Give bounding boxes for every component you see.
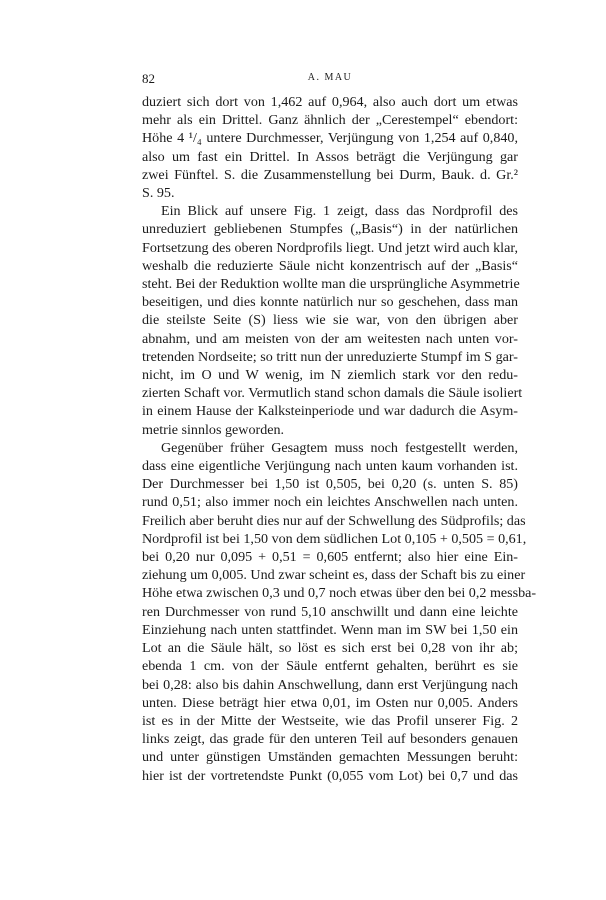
text-line: S. 95. <box>142 185 175 202</box>
text-line: zwei Fünftel. S. die Zusammenstellung bei Durm, Bauk. d. Gr.² <box>142 166 518 183</box>
text-line: mehr als ein Drittel. Ganz ähnlich der „Cerestempel“ ebendort: <box>142 112 518 129</box>
text-line: bei 0,28: also bis dahin Anschwellung, dann erst Verjüngung nach <box>142 676 518 693</box>
text-line: Der Durchmesser bei 1,50 ist 0,505, bei 0,20 (s. unten S. 85) <box>142 476 518 493</box>
text-line: nicht, im O und W wenig, im N ziemlich stark vor den redu- <box>142 367 518 384</box>
text-line: weshalb die reduzierte Säule nicht konzentrisch auf der „Basis“ <box>142 257 518 274</box>
page-number: 82 <box>142 71 155 86</box>
text-line: ist es in der Mitte der Westseite, wie das Profil unserer Fig. 2 <box>142 712 518 729</box>
text-line: beseitigen, und dies konnte natürlich nur so geschehen, dass man <box>142 294 518 311</box>
body-text <box>142 93 537 785</box>
text-line: steht. Bei der Reduktion wollte man die ursprüngliche Asymmetrie <box>142 276 520 293</box>
text-line: unreduziert gebliebenen Stumpfes („Basis“) in der natürlichen <box>142 221 518 238</box>
text-line: metrie sinnlos geworden. <box>142 421 285 438</box>
text-line: Einziehung nach unten stattfindet. Wenn man im SW bei 1,50 ein <box>142 621 518 638</box>
text-line: die steilste Seite (S) liess wie sie war, von den übrigen aber <box>142 312 518 329</box>
text-line: Nordprofil ist bei 1,50 von dem südlichen Lot 0,105 + 0,505 = 0,61, <box>142 530 527 547</box>
text-line: und unter günstigen Umständen gemachten Messungen beruht: <box>142 749 518 766</box>
text-line: Höhe 4 ¹/₄ untere Durchmesser, Verjüngung von 1,254 auf 0,840, <box>142 130 518 147</box>
text-line: Gegenüber früher Gesagtem muss noch festgestellt werden, <box>161 439 518 456</box>
page-header <box>142 71 518 89</box>
text-line: links zeigt, das grade für den unteren Teil auf besonders genauen <box>142 731 518 748</box>
text-line: ren Durchmesser von rund 5,10 anschwillt und dann eine leichte <box>142 603 518 620</box>
text-line: abnahm, und am meisten von der am weitesten nach unten vor- <box>142 330 518 347</box>
running-head: A. MAU <box>307 72 353 83</box>
text-line: tretenden Nordseite; so tritt nun der unreduzierte Stumpf im S gar- <box>142 348 518 365</box>
text-line: ebenda 1 cm. von der Säule entfernt gehalten, berührt es sie <box>142 658 518 675</box>
text-line: Freilich aber beruht dies nur auf der Schwellung des Südprofils; das <box>142 512 526 529</box>
text-line: rund 0,51; also immer noch ein leichtes Anschwellen nach unten. <box>142 494 518 511</box>
text-line: unten. Diese beträgt hier etwa 0,01, im Osten nur 0,005. Anders <box>142 694 518 711</box>
text-line: also um fast ein Drittel. In Assos beträgt die Verjüngung gar <box>142 148 518 165</box>
text-line: bei 0,20 nur 0,095 + 0,51 = 0,605 entfernt; also hier eine Ein- <box>142 549 518 566</box>
text-line: ziehung um 0,005. Und zwar scheint es, dass der Schaft bis zu einer <box>142 567 526 584</box>
text-line: duziert sich dort von 1,462 auf 0,964, also auch dort um etwas <box>142 94 518 110</box>
text-line: Fortsetzung des oberen Nordprofils liegt. Und jetzt wird auch klar, <box>142 239 518 256</box>
text-line: Höhe etwa zwischen 0,3 und 0,7 noch etwas über den bei 0,2 messba- <box>142 585 537 602</box>
text-line: hier ist der vortretendste Punkt (0,055 vom Lot) bei 0,7 und das <box>142 767 518 784</box>
text-line: dass eine eigentliche Verjüngung nach unten kaum vorhanden ist. <box>142 458 518 475</box>
text-line: Lot an die Säule hält, so löst es sich erst bei 0,28 von ihr ab; <box>142 640 518 657</box>
text-line: zierten Schaft vor. Vermutlich stand schon damals die Säule isoliert <box>142 385 523 402</box>
text-line: Ein Blick auf unsere Fig. 1 zeigt, dass das Nordprofil des <box>161 203 518 220</box>
text-line: in einem Hause der Kalksteinperiode und war dadurch die Asym- <box>142 403 518 420</box>
